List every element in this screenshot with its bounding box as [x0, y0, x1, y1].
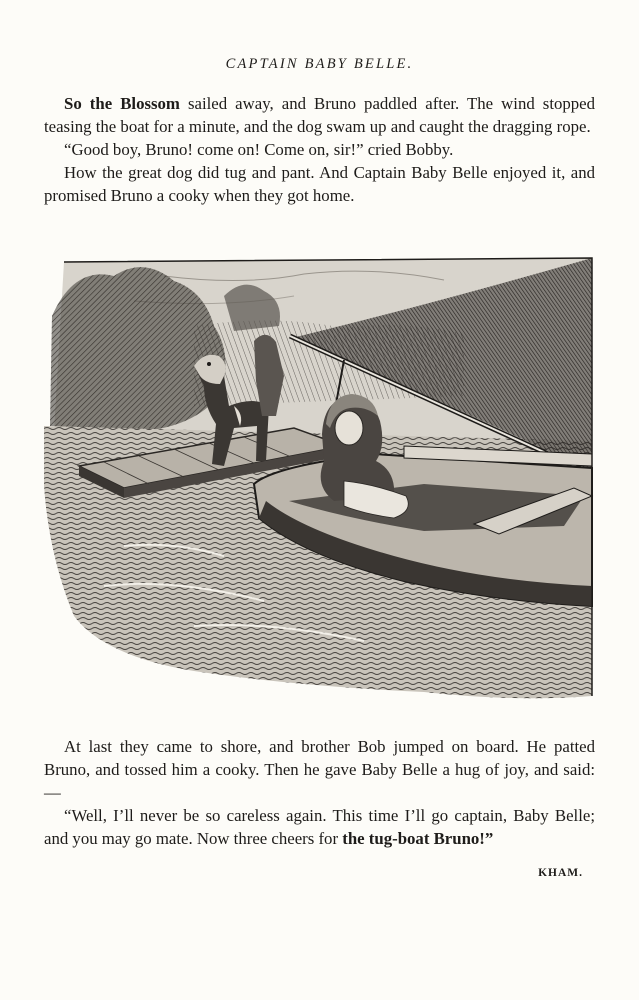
paragraph-text: “Well, I’ll never be so careless again. This time I’ll go captain, Baby Belle; and you may go mate. Now three cheers for [44, 806, 595, 848]
paragraph-4 [44, 735, 595, 804]
paragraph-closing-bold: the tug-boat Bruno!” [342, 829, 494, 848]
paragraph-5 [44, 804, 595, 850]
paragraph-text: sailed away, and Bruno paddled after. The wind stopped teasing the boat for a minute, and the dog swam up and caught the dragging rope. [44, 94, 595, 136]
paragraph-text: “Good boy, Bruno! come on! Come on, sir!” cried Bobby. [64, 140, 454, 159]
paragraph-3 [44, 161, 595, 207]
paragraph-lead: So the Blossom [64, 94, 180, 113]
author-signature: KHAM. [538, 867, 583, 879]
paragraph-text: How the great dog did tug and pant. And Captain Baby Belle enjoyed it, and promised Bruno a cooky when they got home. [44, 163, 595, 205]
running-head: CAPTAIN BABY BELLE. [225, 56, 414, 72]
paragraph-2 [44, 138, 595, 161]
bottom-text-block [44, 735, 595, 850]
top-text-block [44, 92, 595, 207]
engraving-illustration [44, 256, 596, 702]
paragraph-1 [44, 92, 595, 138]
paragraph-text: At last they came to shore, and brother Bob jumped on board. He patted Bruno, and tossed him a cooky. Then he gave Baby Belle a hug of joy, and said: — [44, 737, 595, 802]
